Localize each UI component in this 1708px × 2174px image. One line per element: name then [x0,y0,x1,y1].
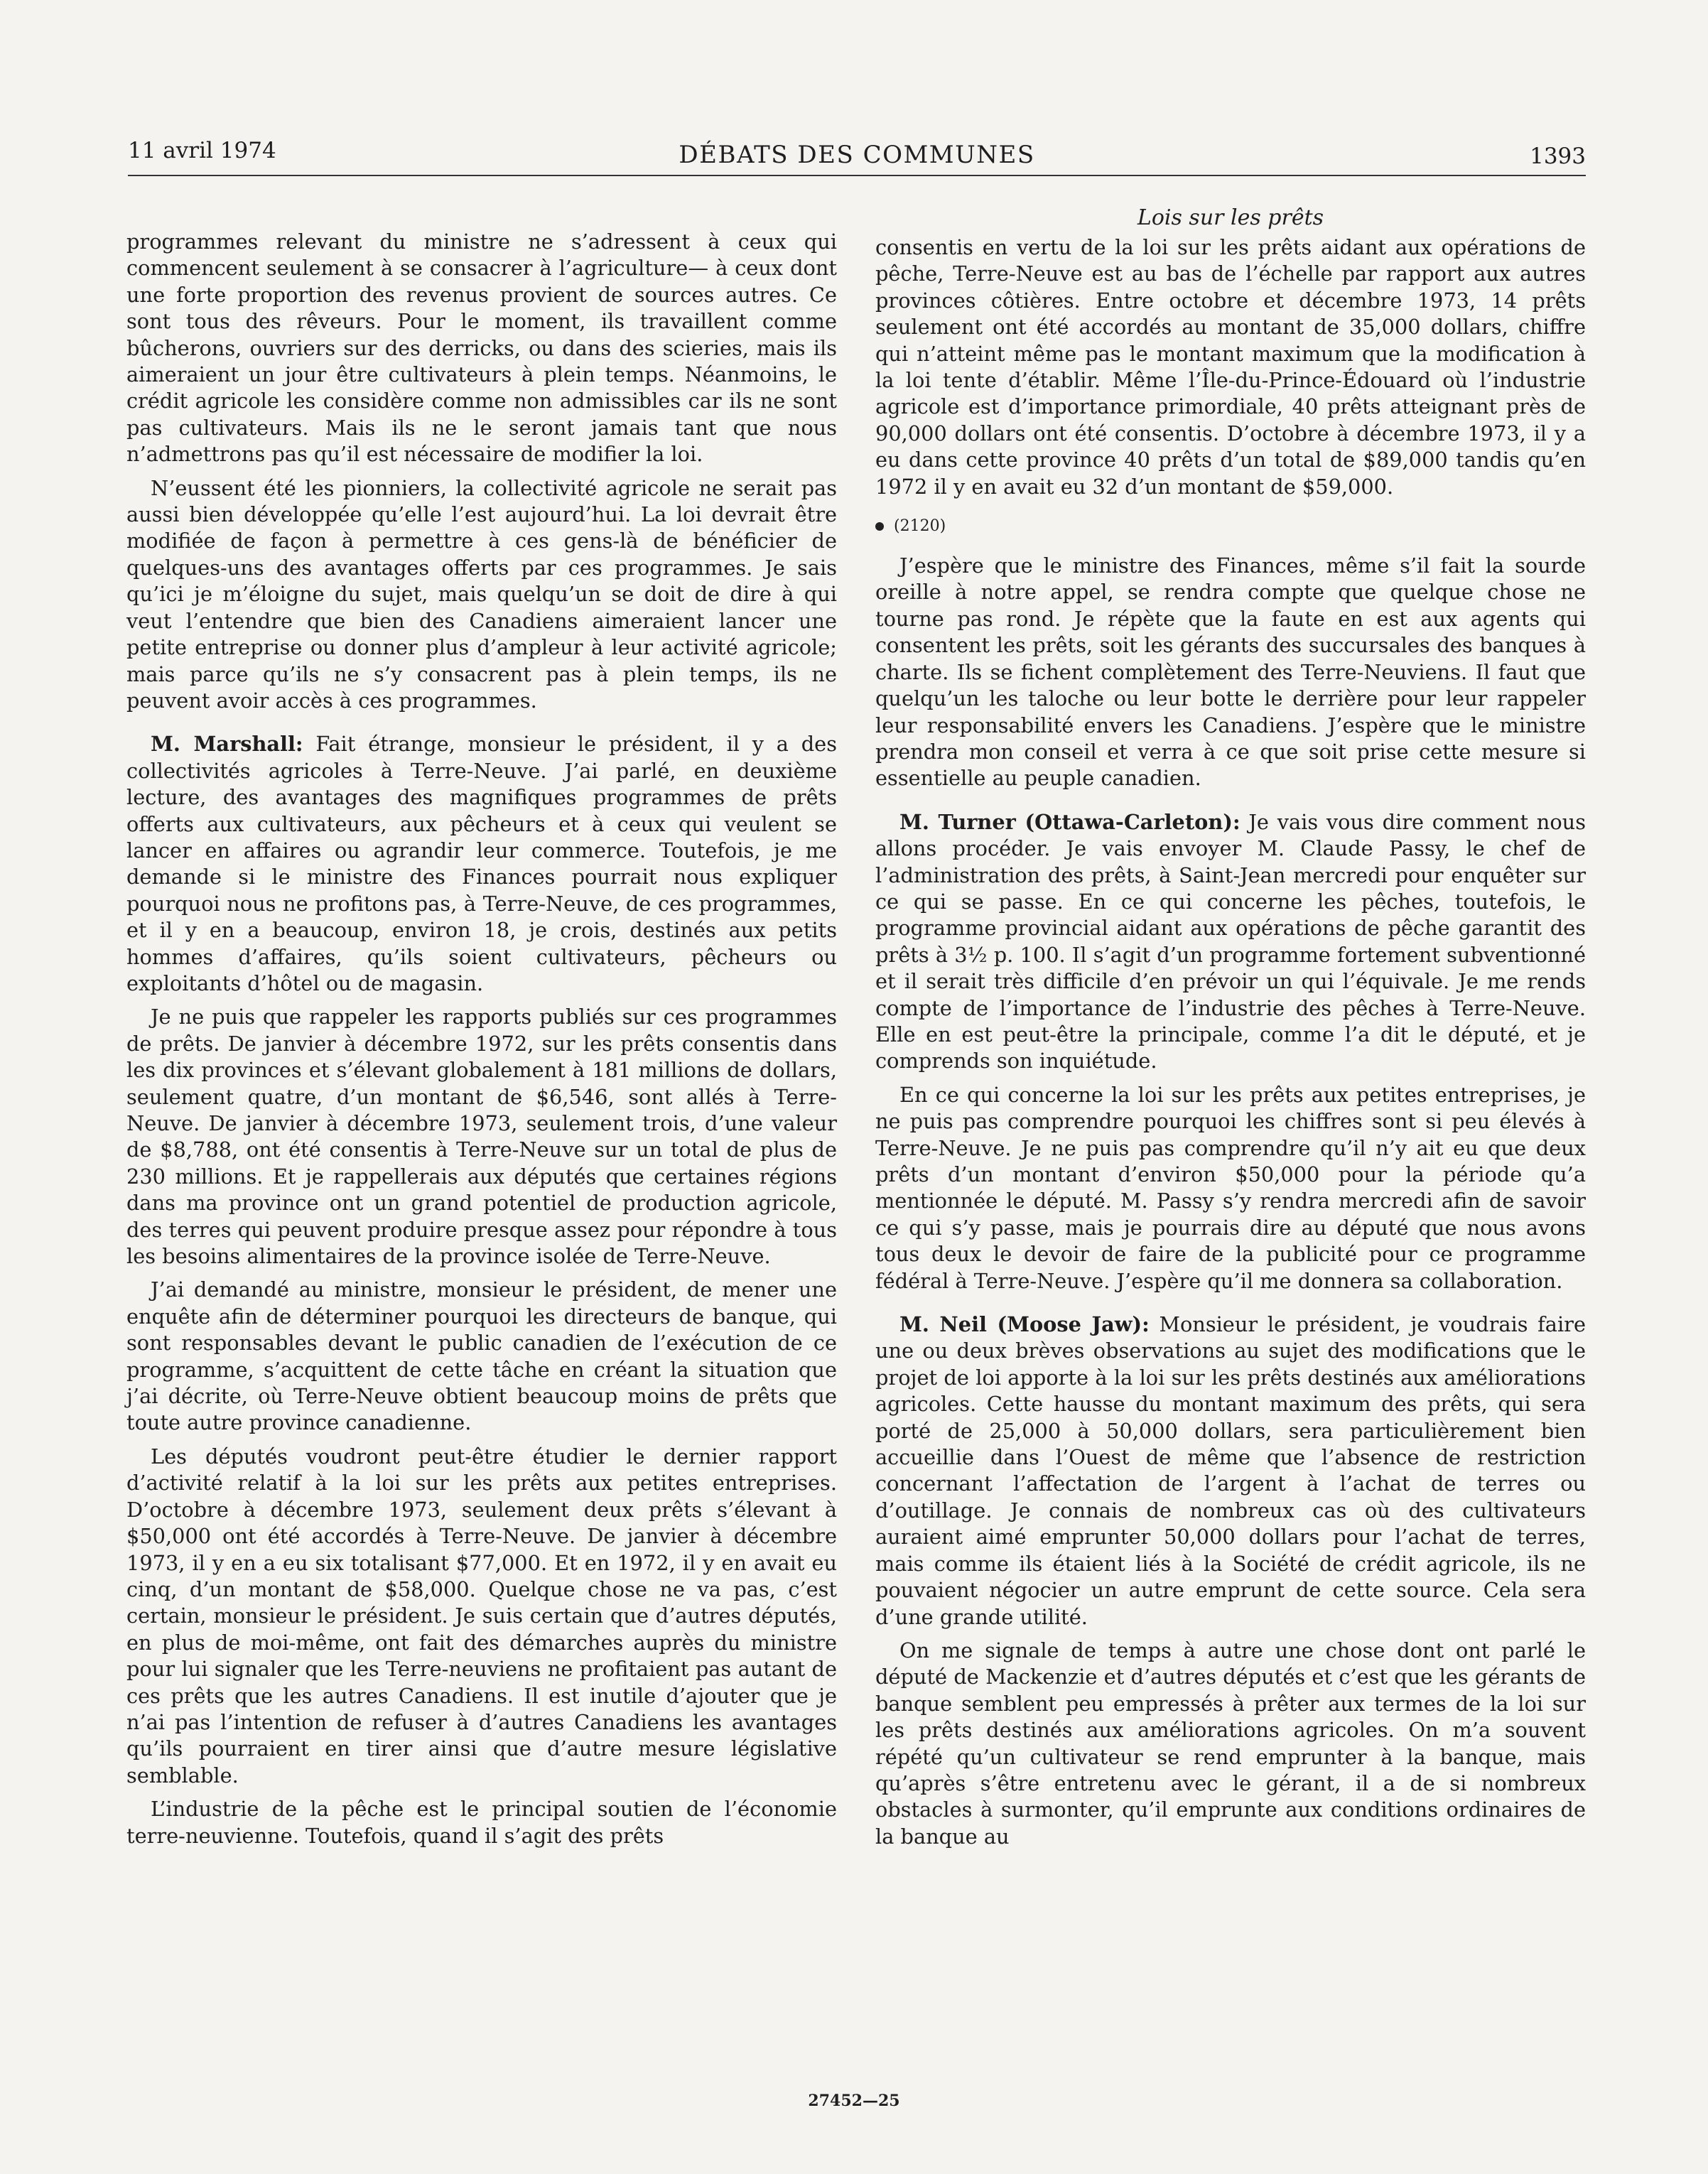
speech-text: Je vais vous dire comment nous allons procéder. Je vais envoyer M. Claude Passy, le chef de l’administration des prêts, à Saint-Jean mercredi pour enquêter sur ce qui se passe. En ce qui concerne les pêches, toutefois, le programme provincial aidant aux opérations de pêche garantit des prêts à 3½ p. 100. Il s’agit d’un programme fortement subventionné et il serait très difficile d’en prévoir un qui l’équivale. Je me rends compte de l’importance de l’industrie des pêches à Terre-Neuve. Elle en est peut-être la principale, comme l’a dit le député, et je comprends son inquiétude. [875,809,1586,1074]
time-marker-text: (2120) [894,517,946,536]
page-number: 1393 [1530,144,1586,169]
bullet-icon [875,522,884,531]
paragraph: On me signale de temps à autre une chose dont ont parlé le député de Mackenzie et d’autres députés et c’est que les gérants de banque semblent peu empressés à prêter aux termes de la loi sur les prêts destinés aux améliorations agricoles. On m’a souvent répété qu’un cultivateur se rend emprunter à la banque, mais qu’après s’être entretenu avec le gérant, il a de si nombreux obstacles à surmonter, qu’il emprunte aux conditions ordinaires de la banque au [875,1638,1586,1849]
speaker-name: M. Neil (Moose Jaw): [899,1312,1150,1337]
paragraph: Je ne puis que rappeler les rapports publiés sur ces programmes de prêts. De janvier à décembre 1972, sur les prêts consentis dans les dix provinces et s’élevant globalement à 181 millions de dollars, seulement quatre, d’un montant de $6,546, sont allés à Terre-Neuve. De janvier à décembre 1973, seulement trois, d’une valeur de $8,788, ont été consentis à Terre-Neuve sur un total de plus de 230 millions. Et je rappellerais aux députés que certaines régions dans ma province ont un grand potentiel de production agricole, des terres qui peuvent produire presque assez pour répondre à tous les besoins alimentaires de la province isolée de Terre-Neuve. [126,1005,837,1269]
paragraph: consentis en vertu de la loi sur les prêts aidant aux opérations de pêche, Terre-Neuve est au bas de l’échelle par rapport aux autres provinces côtières. Entre octobre et décembre 1973, 14 prêts seulement ont été accordés au montant de 35,000 dollars, chiffre qui n’atteint même pas le montant maximum que la modification à la loi tente d’établir. Même l’Île-du-Prince-Édouard où l’industrie agricole est d’importance primordiale, 40 prêts atteignant près de 90,000 dollars ont été consentis. D’octobre à décembre 1973, il y a eu dans cette province 40 prêts d’un total de $89,000 tandis qu’en 1972 il y en avait eu 32 d’un montant de $59,000. [875,235,1586,499]
left-column [126,229,837,1856]
header-date: 11 avril 1974 [128,138,276,163]
time-marker [875,516,1586,537]
footer-code: 27452—25 [808,2092,900,2110]
header-title: DÉBATS DES COMMUNES [679,141,1035,169]
speaker-name: M. Marshall: [151,732,303,757]
paragraph: J’espère que le ministre des Finances, même s’il fait la sourde oreille à notre appel, se rendra compte que quelque chose ne tourne pas rond. Je répète que la faute en est aux agents qui consentent les prêts, soit les gérants des succursales des banques à charte. Ils se fichent complètement des Terre-Neuviens. Il faut que quelqu’un les taloche ou leur botte le derrière pour leur rappeler leur responsabilité envers les Canadiens. J’espère que le ministre prendra mon conseil et verra à ce que soit prise cette mesure si essentielle au peuple canadien. [875,553,1586,791]
paragraph: J’ai demandé au ministre, monsieur le président, de mener une enquête afin de déterminer pourquoi les directeurs de banque, qui sont responsables devant le public canadien de l’exécution de ce programme, s’acquittent de cette tâche en créant la situation que j’ai décrite, où Terre-Neuve obtient beaucoup moins de prêts que toute autre province canadienne. [126,1277,837,1435]
paragraph [875,1312,1586,1630]
paragraph: Les députés voudront peut-être étudier le dernier rapport d’activité relatif à la loi sur les prêts aux petites entreprises. D’octobre à décembre 1973, seulement deux prêts s’élevant à $50,000 ont été accordés à Terre-Neuve. De janvier à décembre 1973, il y en a eu six totalisant $77,000. Et en 1972, il y en avait eu cinq, d’un montant de $58,000. Quelque chose ne va pas, c’est certain, monsieur le président. Je suis certain que d’autres députés, en plus de moi-même, ont fait des démarches auprès du ministre pour lui signaler que les Terre-neuviens ne profitaient pas autant de ces prêts que les autres Canadiens. Il est inutile d’ajouter que je n’ai pas l’intention de refuser à d’autres Canadiens les avantages qu’ils pourraient en tirer ainsi que d’autre mesure législative semblable. [126,1444,837,1788]
section-title: Lois sur les prêts [1137,205,1324,230]
paragraph: N’eussent été les pionniers, la collectivité agricole ne serait pas aussi bien développée qu’elle l’est aujourd’hui. La loi devrait être modifiée de façon à permettre à ces gens-là de bénéficier de quelques-uns des avantages offerts par ces programmes. Je sais qu’ici je m’éloigne du sujet, mais quelqu’un se doit de dire à qui veut l’entendre que bien des Canadiens aimeraient lancer une petite entreprise ou donner plus d’ampleur à leur activité agricole; mais parce qu’ils ne s’y consacrent pas à plein temps, ils ne peuvent avoir accès à ces programmes. [126,475,837,713]
paragraph: En ce qui concerne la loi sur les prêts aux petites entreprises, je ne puis pas comprendre pourquoi les chiffres sont si peu élevés à Terre-Neuve. Je ne puis pas comprendre qu’il n’y ait eu que deux prêts d’un montant d’environ $50,000 pour la période qu’a mentionnée le député. M. Passy s’y rendra mercredi afin de savoir ce qui s’y passe, mais je pourrais dire au député que nous avons tous deux le devoir de faire de la publicité pour ce programme fédéral à Terre-Neuve. J’espère qu’il me donnera sa collaboration. [875,1082,1586,1293]
speaker-name: M. Turner (Ottawa-Carleton): [899,809,1241,834]
paragraph [875,809,1586,1075]
speech-text: Fait étrange, monsieur le président, il y a des collectivités agricoles à Terre-Neuve. J’ai parlé, en deuxième lecture, des avantages des magnifiques programmes de prêts offerts aux cultivateurs, aux pêcheurs et à ceux qui veulent se lancer en affaires ou agrandir leur commerce. Toutefois, je me demande si le ministre des Finances pourrait nous expliquer pourquoi nous ne profitons pas, à Terre-Neuve, de ces programmes, et il y en a beaucoup, environ 18, je crois, destinés aux petits hommes d’affaires, qu’ils soient cultivateurs, pêcheurs ou exploitants d’hôtel ou de magasin. [126,732,837,995]
paragraph: L’industrie de la pêche est le principal soutien de l’économie terre-neuvienne. Toutefois, quand il s’agit des prêts [126,1797,837,1848]
paragraph: programmes relevant du ministre ne s’adressent à ceux qui commencent seulement à se consacrer à l’agriculture— à ceux dont une forte proportion des revenus provient de sources autres. Ce sont tous des rêveurs. Pour le moment, ils travaillent comme bûcherons, ouvriers sur des derricks, ou dans des scieries, mais ils aimeraient un jour être cultivateurs à plein temps. Néanmoins, le crédit agricole les considère comme non admissibles car ils ne sont pas cultivateurs. Mais ils ne le seront jamais tant que nous n’admettrons pas qu’il est nécessaire de modifier la loi. [126,229,837,467]
paragraph [126,731,837,997]
speech-text: Monsieur le président, je voudrais faire une ou deux brèves observations au sujet des modifications que le projet de loi apporte à la loi sur les prêts destinés aux améliorations agricoles. Cette hausse du montant maximum des prêts, qui sera porté de 25,000 à 50,000 dollars, sera particulièrement bien accueillie dans l’Ouest de même que l’absence de restriction concernant l’affectation de l’argent à l’achat de terres ou d’outillage. Je connais de nombreux cas où des cultivateurs auraient aimé emprunter 50,000 dollars pour l’achat de terres, mais comme ils étaient liés à la Société de crédit agricole, ils ne pouvaient négocier un autre emprunt de cette source. Cela sera d’une grande utilité. [875,1312,1586,1629]
right-column [875,206,1586,1857]
page-header [128,138,1586,176]
